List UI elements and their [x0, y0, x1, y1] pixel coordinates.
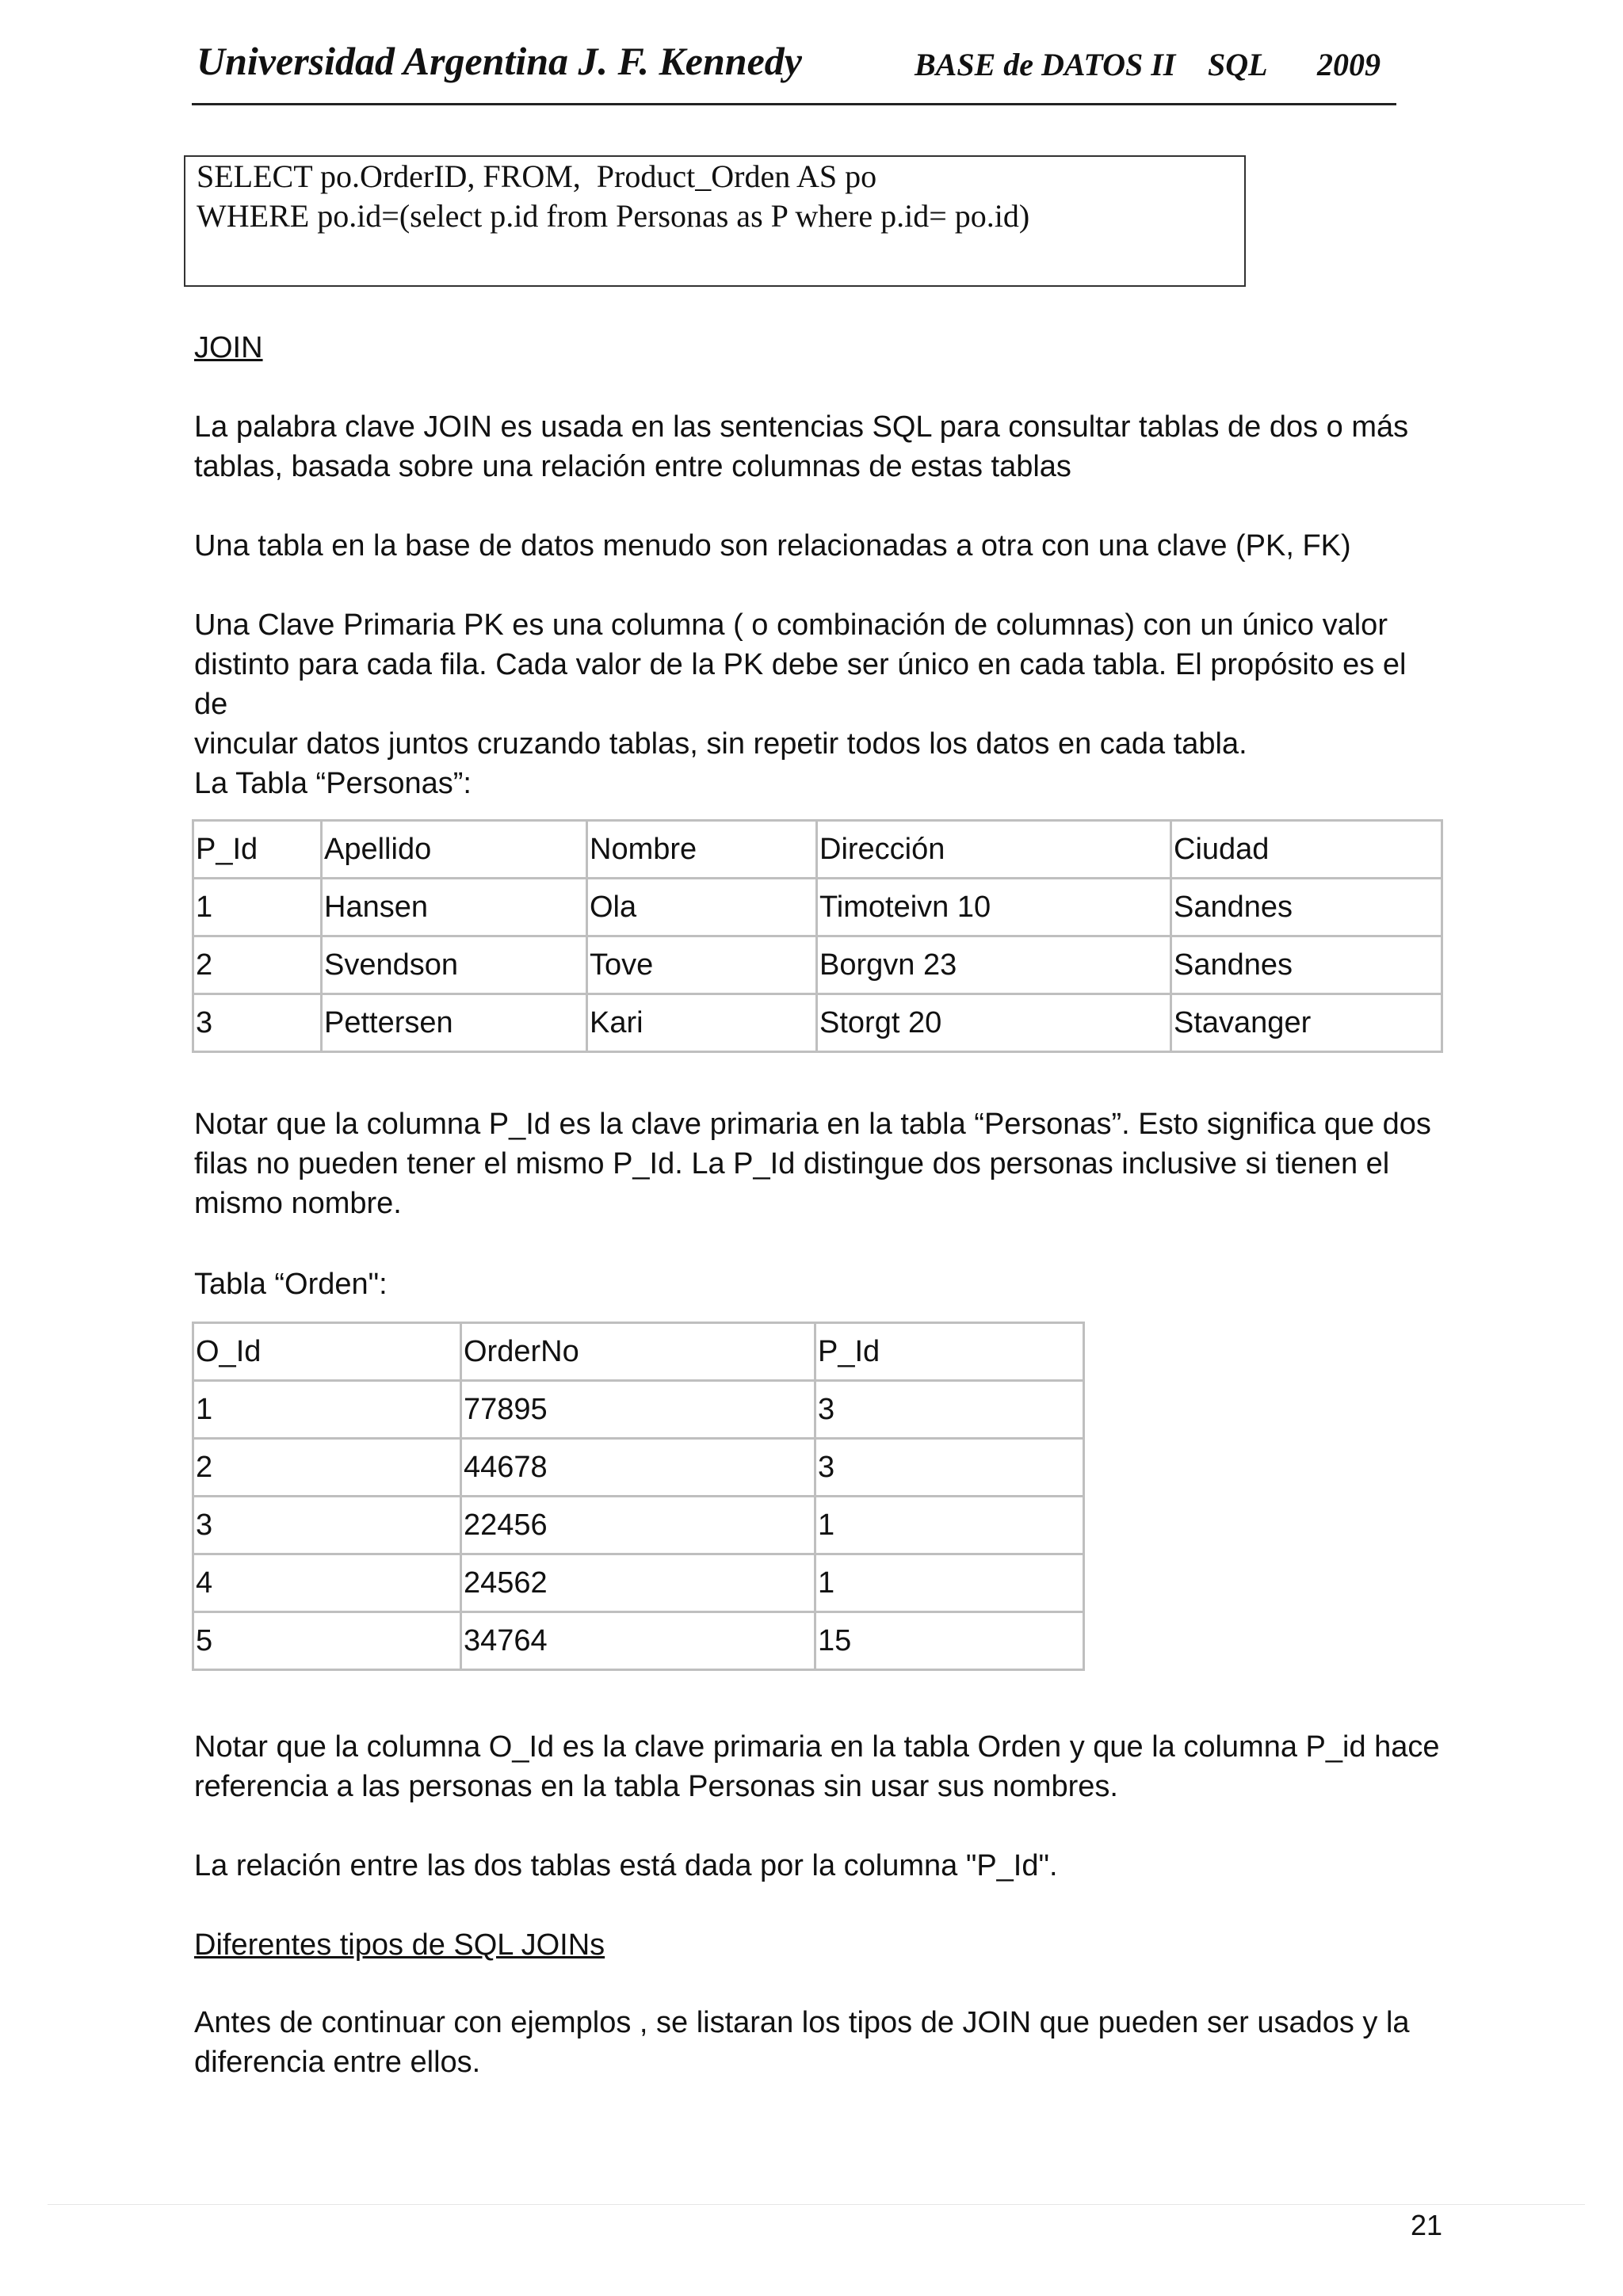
table-cell: 24562 [461, 1554, 815, 1612]
table-cell: Storgt 20 [817, 994, 1171, 1052]
text-line: vincular datos juntos cruzando tablas, sin repetir todos los datos en cada tabla. [194, 727, 1247, 761]
table-cell: 34764 [461, 1612, 815, 1670]
table-row [193, 1439, 1084, 1497]
text-line: diferencia entre ellos. [194, 2046, 481, 2079]
table-cell: 1 [815, 1497, 1084, 1554]
text-line: Antes de continuar con ejemplos , se listaran los tipos de JOIN que pueden ser usados y la [194, 2006, 1410, 2039]
table-cell: Kari [587, 994, 817, 1052]
paragraph-join-definition [194, 407, 1446, 486]
table-row [193, 994, 1442, 1052]
table-cell: 3 [193, 994, 322, 1052]
orden-table [192, 1322, 1085, 1671]
text-line: La palabra clave JOIN es usada en las sentencias SQL para consultar tablas de dos o más [194, 410, 1409, 444]
table-cell: 1 [193, 879, 322, 936]
paragraph-join-types-intro [194, 2003, 1446, 2082]
table-cell: 3 [193, 1497, 461, 1554]
table-cell: 22456 [461, 1497, 815, 1554]
table-row [193, 879, 1442, 936]
table-cell: 1 [815, 1554, 1084, 1612]
footer-divider [48, 2204, 1585, 2205]
table-row [193, 1554, 1084, 1612]
university-name: Universidad Argentina J. F. Kennedy [197, 39, 802, 83]
text-line: Una Clave Primaria PK es una columna ( o combinación de columnas) con un único valor [194, 608, 1388, 642]
joins-types-heading: Diferentes tipos de SQL JOINs [194, 1928, 605, 1962]
table-cell: Svendson [322, 936, 587, 994]
text-line: referencia a las personas en la tabla Personas sin usar sus nombres. [194, 1770, 1118, 1803]
course-year: 2009 [1317, 47, 1381, 82]
table-cell: 4 [193, 1554, 461, 1612]
table-cell: Sandnes [1171, 879, 1442, 936]
table-header-cell: OrderNo [461, 1323, 815, 1381]
table-cell: 77895 [461, 1381, 815, 1439]
table-cell: Hansen [322, 879, 587, 936]
table-header-cell: Ciudad [1171, 821, 1442, 879]
table-row [193, 1612, 1084, 1670]
table-header-cell: Dirección [817, 821, 1171, 879]
table-cell: Stavanger [1171, 994, 1442, 1052]
paragraph-keys: Una tabla en la base de datos menudo son relacionadas a otra con una clave (PK, FK) [194, 529, 1351, 563]
sql-line-1: SELECT po.OrderID, FROM, Product_Orden AS po [197, 158, 877, 194]
table-header-row [193, 821, 1442, 879]
table-cell: 3 [815, 1381, 1084, 1439]
course-name: BASE de DATOS II [915, 47, 1176, 82]
table-cell: Pettersen [322, 994, 587, 1052]
table-header-cell: Apellido [322, 821, 587, 879]
table-header-cell: P_Id [815, 1323, 1084, 1381]
text-line: filas no pueden tener el mismo P_Id. La P_Id distingue dos personas inclusive si tienen el [194, 1147, 1390, 1180]
table-cell: Tove [587, 936, 817, 994]
table-header-cell: P_Id [193, 821, 322, 879]
sql-line-2: WHERE po.id=(select p.id from Personas as P where p.id= po.id) [197, 198, 1030, 234]
paragraph-primary-key [194, 605, 1446, 764]
table-cell: 3 [815, 1439, 1084, 1497]
personas-caption: La Tabla “Personas”: [194, 767, 472, 800]
text-line: tablas, basada sobre una relación entre columnas de estas tablas [194, 450, 1071, 483]
course-language: SQL [1208, 47, 1268, 82]
personas-table [192, 819, 1443, 1053]
table-header-cell: O_Id [193, 1323, 461, 1381]
text-line: Notar que la columna P_Id es la clave primaria en la tabla “Personas”. Esto significa que dos [194, 1108, 1431, 1141]
paragraph-orden-note [194, 1727, 1446, 1806]
orden-caption: Tabla “Orden": [194, 1268, 388, 1301]
table-cell: Borgvn 23 [817, 936, 1171, 994]
paragraph-relation: La relación entre las dos tablas está dada por la columna "P_Id". [194, 1849, 1058, 1882]
table-cell: Timoteivn 10 [817, 879, 1171, 936]
table-row [193, 936, 1442, 994]
page-header [192, 32, 1396, 105]
table-cell: 5 [193, 1612, 461, 1670]
table-row [193, 1381, 1084, 1439]
text-line: Notar que la columna O_Id es la clave primaria en la tabla Orden y que la columna P_id hace [194, 1730, 1440, 1764]
join-heading: JOIN [194, 331, 263, 364]
table-cell: 15 [815, 1612, 1084, 1670]
table-row [193, 1497, 1084, 1554]
table-cell: 2 [193, 1439, 461, 1497]
table-header-row [193, 1323, 1084, 1381]
table-header-cell: Nombre [587, 821, 817, 879]
text-line: mismo nombre. [194, 1187, 402, 1220]
table-cell: Ola [587, 879, 817, 936]
sql-code-box [184, 155, 1246, 287]
table-cell: Sandnes [1171, 936, 1442, 994]
paragraph-personas-note [194, 1104, 1446, 1223]
page-number: 21 [1411, 2209, 1443, 2241]
table-cell: 1 [193, 1381, 461, 1439]
table-cell: 2 [193, 936, 322, 994]
text-line: distinto para cada fila. Cada valor de la PK debe ser único en cada tabla. El propósito es el de [194, 648, 1407, 721]
table-cell: 44678 [461, 1439, 815, 1497]
